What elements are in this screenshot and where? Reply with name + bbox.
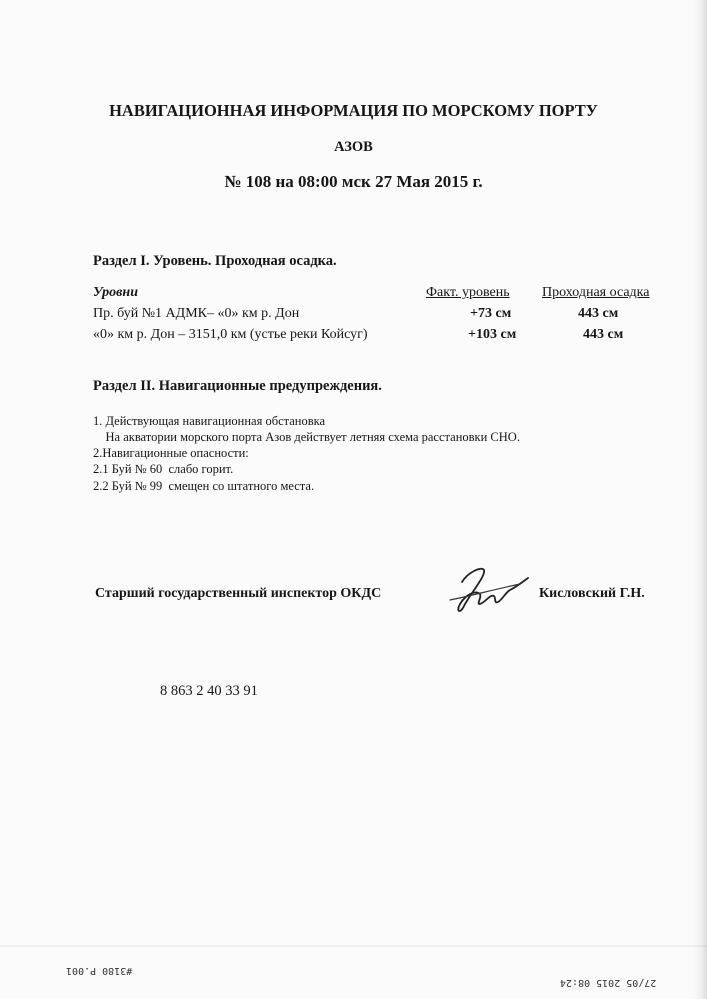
section1-heading: Раздел I. Уровень. Проходная осадка. <box>93 253 337 269</box>
row2-actual: +103 см <box>468 327 517 342</box>
warning-line-3: 2.Навигационные опасности: <box>93 446 249 460</box>
fax-timestamp: 27/05 2015 08:24 <box>560 977 657 988</box>
document-title: НАВИГАЦИОННАЯ ИНФОРМАЦИЯ ПО МОРСКОМУ ПОРТУ <box>109 101 598 120</box>
scan-artifact <box>0 945 707 947</box>
section2-heading: Раздел II. Навигационные предупреждения. <box>93 378 382 394</box>
warning-line-2: На акватории морского порта Азов действует летняя схема расстановки СНО. <box>93 430 520 444</box>
port-name: АЗОВ <box>334 139 373 155</box>
warning-line-5: 2.2 Буй № 99 смещен со штатного места. <box>93 479 315 493</box>
contact-phone: 8 863 2 40 33 91 <box>160 683 258 699</box>
column-actual-level: Факт. уровень <box>426 285 510 300</box>
row1-name: Пр. буй №1 АДМК– «0» км р. Дон <box>93 306 300 321</box>
column-levels: Уровни <box>93 285 138 300</box>
fax-page-number: #3180 P.001 <box>66 965 133 976</box>
row1-actual: +73 см <box>470 306 512 321</box>
handwritten-signature <box>440 560 535 620</box>
issue-line: № 108 на 08:00 мск 27 Мая 2015 г. <box>224 172 483 191</box>
column-passing-draft: Проходная осадка <box>542 285 650 300</box>
warning-line-1: 1. Действующая навигационная обстановка <box>93 414 326 428</box>
row2-draft: 443 см <box>583 327 624 342</box>
warning-line-4: 2.1 Буй № 60 слабо горит. <box>93 462 234 476</box>
signatory-name: Кисловский Г.Н. <box>539 586 645 601</box>
signatory-position: Старший государственный инспектор ОКДС <box>95 586 382 601</box>
row2-name: «0» км р. Дон – 3151,0 км (устье реки Койсуг) <box>93 327 368 342</box>
row1-draft: 443 см <box>578 306 619 321</box>
